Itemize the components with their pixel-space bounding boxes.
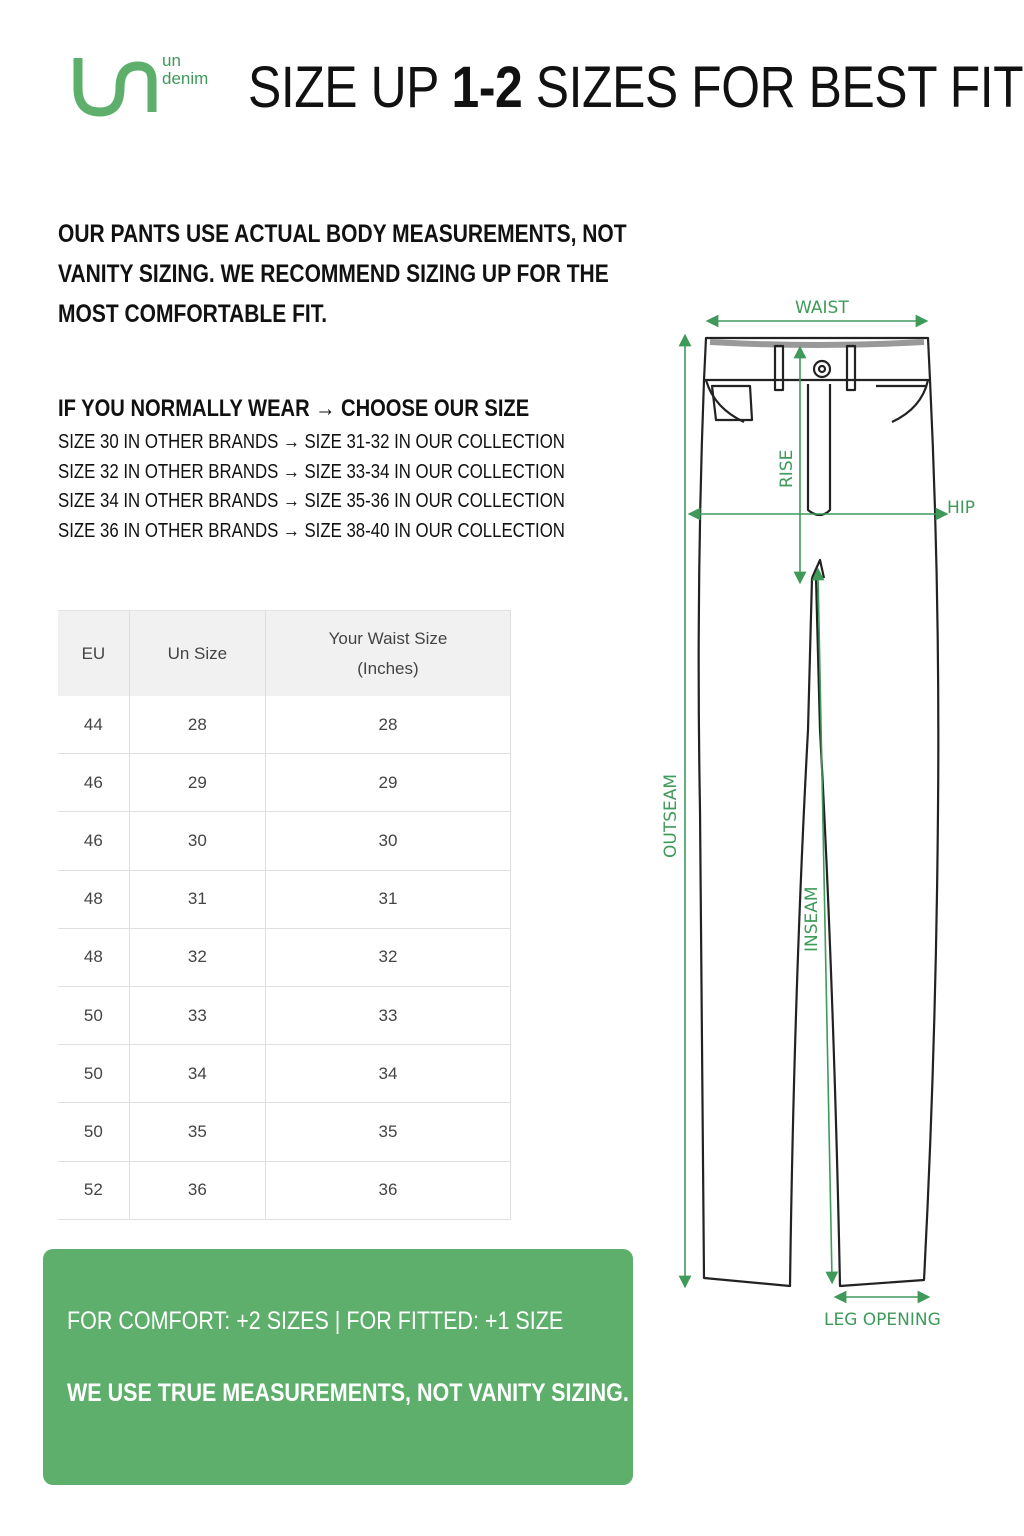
title-bold: 1-2	[451, 55, 523, 120]
label-waist: WAIST	[795, 298, 849, 318]
table-header-row	[58, 611, 511, 697]
conversion-title: IF YOU NORMALLY WEAR → CHOOSE OUR SIZE	[58, 395, 530, 422]
cell-un-size: 31	[129, 870, 265, 928]
cell-un-size: 30	[129, 812, 265, 870]
header-eu: EU	[58, 611, 129, 697]
cell-eu: 50	[58, 986, 129, 1044]
cell-waist: 35	[265, 1103, 510, 1161]
header-waist-line1: Your Waist Size	[328, 628, 448, 648]
label-outseam: OUTSEAM	[661, 773, 681, 858]
table-row	[58, 986, 511, 1044]
header-waist-line2: (Inches)	[357, 658, 419, 678]
conversion-item: SIZE 34 IN OTHER BRANDS → SIZE 35-36 IN OUR COLLECTION	[58, 490, 565, 513]
cell-un-size: 28	[129, 696, 265, 754]
label-leg-opening: LEG OPENING	[824, 1310, 941, 1330]
page-title	[248, 54, 1023, 121]
cell-un-size: 34	[129, 1045, 265, 1103]
cell-un-size: 35	[129, 1103, 265, 1161]
logo-text-denim: denim	[162, 69, 209, 88]
cell-un-size: 33	[129, 986, 265, 1044]
un-logo-icon	[70, 50, 160, 120]
cell-eu: 50	[58, 1103, 129, 1161]
cell-eu: 48	[58, 870, 129, 928]
pants-illustration	[640, 290, 1024, 1340]
cell-waist: 33	[265, 986, 510, 1044]
callout-line-1: FOR COMFORT: +2 SIZES | FOR FITTED: +1 SIZE	[67, 1307, 564, 1335]
conversion-list	[58, 428, 565, 547]
label-hip: HIP	[947, 498, 976, 518]
table-row	[58, 1161, 511, 1219]
callout-line-2: WE USE TRUE MEASUREMENTS, NOT VANITY SIZING.	[67, 1379, 629, 1407]
conversion-item: SIZE 30 IN OTHER BRANDS → SIZE 31-32 IN OUR COLLECTION	[58, 431, 565, 453]
intro-text: OUR PANTS USE ACTUAL BODY MEASUREMENTS, NOT VANITY SIZING. WE RECOMMEND SIZING UP FOR THE MOST COMFORTABLE FIT.	[58, 220, 627, 328]
cell-eu: 46	[58, 812, 129, 870]
title-part-1: SIZE UP	[248, 55, 452, 120]
brand-logo	[70, 50, 220, 120]
title-part-2: SIZES FOR BEST FIT	[522, 55, 1024, 120]
cell-eu: 44	[58, 696, 129, 754]
cell-un-size: 36	[129, 1161, 265, 1219]
cell-eu: 46	[58, 754, 129, 812]
cell-eu: 52	[58, 1161, 129, 1219]
cell-waist: 28	[265, 696, 510, 754]
header-un-size: Un Size	[129, 611, 265, 697]
size-table	[58, 610, 511, 1220]
table-row	[58, 870, 511, 928]
cell-waist: 34	[265, 1045, 510, 1103]
fit-callout-box	[43, 1249, 633, 1485]
label-rise: RISE	[777, 449, 797, 488]
table-row	[58, 696, 511, 754]
cell-un-size: 32	[129, 928, 265, 986]
conversion-item: SIZE 36 IN OTHER BRANDS → SIZE 38-40 IN OUR COLLECTION	[58, 520, 565, 543]
pants-outline	[699, 338, 939, 1286]
conversion-item: SIZE 32 IN OTHER BRANDS → SIZE 33-34 IN OUR COLLECTION	[58, 460, 565, 483]
cell-waist: 30	[265, 812, 510, 870]
pants-measurement-diagram	[640, 290, 1024, 1340]
cell-un-size: 29	[129, 754, 265, 812]
table-row	[58, 1103, 511, 1161]
cell-eu: 50	[58, 1045, 129, 1103]
measurement-arrows	[685, 321, 942, 1297]
cell-waist: 31	[265, 870, 510, 928]
cell-eu: 48	[58, 928, 129, 986]
table-row	[58, 812, 511, 870]
cell-waist: 29	[265, 754, 510, 812]
table-row	[58, 928, 511, 986]
cell-waist: 36	[265, 1161, 510, 1219]
table-row	[58, 1045, 511, 1103]
cell-waist: 32	[265, 928, 510, 986]
header-waist	[265, 611, 510, 697]
table-row	[58, 754, 511, 812]
label-inseam: INSEAM	[802, 886, 822, 952]
logo-text-un: un	[162, 51, 181, 70]
